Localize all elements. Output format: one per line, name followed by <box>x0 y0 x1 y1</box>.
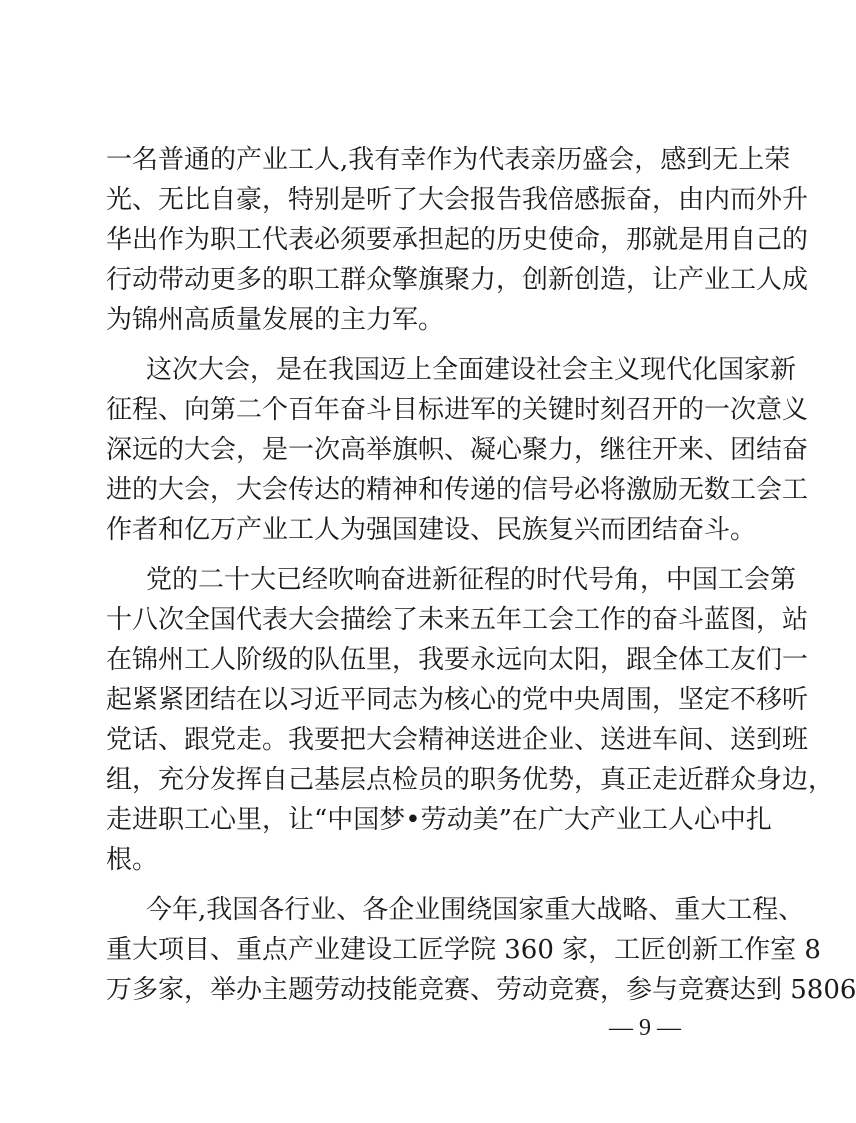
page-number: — 9 — <box>609 1015 681 1041</box>
text-line: 组，充分发挥自己基层点检员的职务优势，真正走近群众身边， <box>106 765 835 795</box>
text-line: 进的大会，大会传达的精神和传递的信号必将激励无数工会工 <box>106 475 809 505</box>
text-line: 华出作为职工代表必须要承担起的历史使命，那就是用自己的 <box>106 225 809 255</box>
text-line: 行动带动更多的职工群众擎旗聚力，创新创造，让产业工人成 <box>106 265 809 295</box>
text-line: 走进职工心里，让“中国梦•劳动美”在广大产业工人心中扎 <box>106 805 772 835</box>
text-line: 重大项目、重点产业建设工匠学院 360 家，工匠创新工作室 8 <box>106 935 821 965</box>
text-line: 作者和亿万产业工人为强国建设、民族复兴而团结奋斗。 <box>106 515 757 545</box>
paragraph-start-line: 党的二十大已经吹响奋进新征程的时代号角，中国工会第 <box>146 565 797 595</box>
text-line: 十八次全国代表大会描绘了未来五年工会工作的奋斗蓝图，站 <box>106 605 809 635</box>
text-line: 在锦州工人阶级的队伍里，我要永远向太阳，跟全体工友们一 <box>106 645 809 675</box>
text-line: 光、无比自豪，特别是听了大会报告我倍感振奋，由内而外升 <box>106 185 809 215</box>
text-line: 万多家，举办主题劳动技能竞赛、劳动竞赛，参与竞赛达到 5806 <box>106 975 856 1005</box>
text-line: 根。 <box>106 845 159 875</box>
paragraph-start-line: 今年,我国各行业、各企业围绕国家重大战略、重大工程、 <box>146 895 805 925</box>
text-line: 一名普通的产业工人,我有幸作为代表亲历盛会，感到无上荣 <box>106 145 791 175</box>
text-line: 党话、跟党走。我要把大会精神送进企业、送进车间、送到班 <box>106 725 809 755</box>
paragraph-start-line: 这次大会，是在我国迈上全面建设社会主义现代化国家新 <box>146 355 797 385</box>
text-line: 起紧紧团结在以习近平同志为核心的党中央周围，坚定不移听 <box>106 685 809 715</box>
text-line: 征程、向第二个百年奋斗目标进军的关键时刻召开的一次意义 <box>106 395 809 425</box>
text-line: 深远的大会，是一次高举旗帜、凝心聚力，继往开来、团结奋 <box>106 435 809 465</box>
text-line: 为锦州高质量发展的主力军。 <box>106 305 445 335</box>
